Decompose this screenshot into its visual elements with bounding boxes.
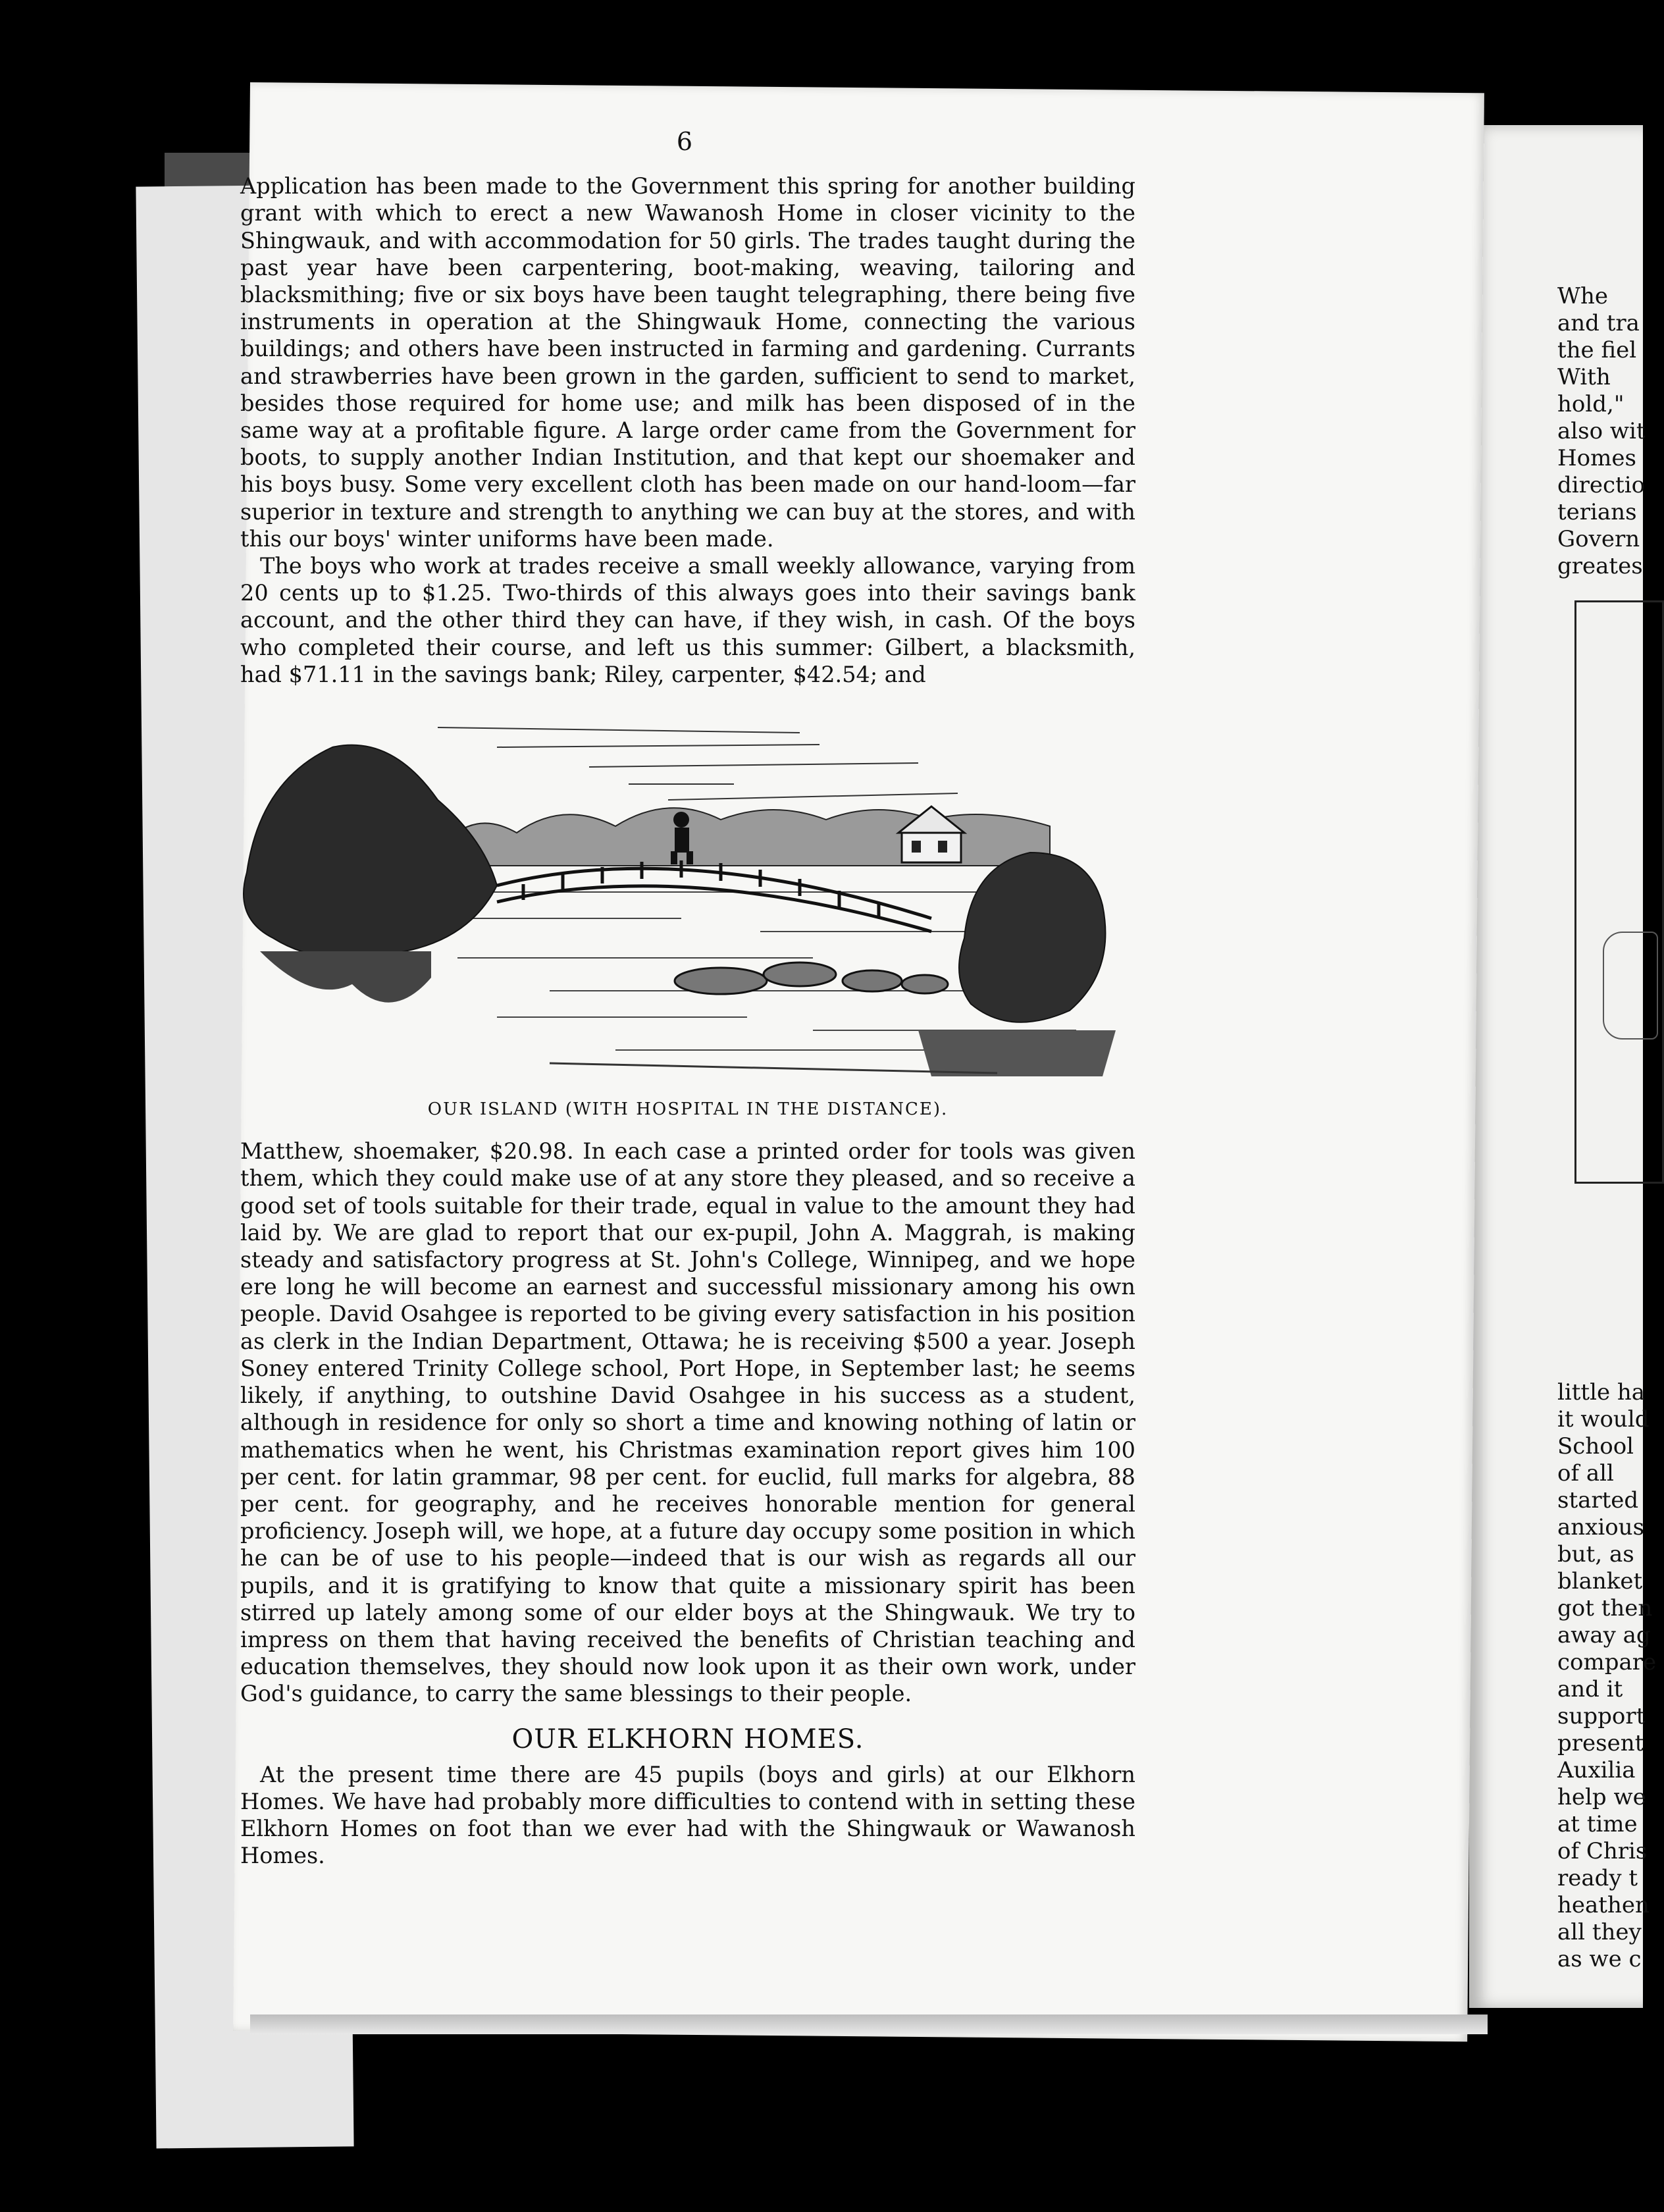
paragraph-pupils-progress: Matthew, shoemaker, $20.98. In each case a printed order for tools was given them, which they could make use of at any store they pleased, and so receive a good set of tools suitable for their trade, equal in value to the amount they had laid by. We are glad to report that our ex-pupil, John A. Maggrah, is making steady and satisfactory progress at St. John's College, Winnipeg, and we hope ere long he will become an earnest and successful missionary among his own people. David Osahgee is reported to be giving every satisfaction in his position as clerk in the Indian Department, Ottawa; he is receiving $500 a year. Joseph Soney entered Trinity College school, Port Hope, in September last; he seems likely, if anything, to outshine David Osahgee in his success as a student, although in residence for only so short a time and knowing nothing of latin or mathematics when he went, his Christmas examination report gives him 100 per cent. for latin grammar, 98 per cent. for euclid, full marks for algebra, 88 per cent. for geography, and he receives honorable mention for general proficiency. Joseph will, we hope, at a future day occupy some position in which he can be of use to his people—indeed that is our wish as regards all our pupils, and it is gratifying to know that quite a missionary spirit has been stirred up lately among some of our elder boys at the Shingwauk. We try to impress on them that having received the benefits of Christian teaching and education themselves, they should now look upon it as their own work, under God's guidance, to carry the same blessings to their people. (240, 1138, 1135, 1707)
paragraph-elkhorn: At the present time there are 45 pupils (boys and girls) at our Elkhorn Homes. We have had probably more difficulties to contend with in setting these Elkhorn Homes on foot than we ever had with the Shingwauk or Wawanosh Homes. (240, 1761, 1135, 1869)
right-neighbor-page (1469, 125, 1657, 2008)
section-heading-elkhorn: OUR ELKHORN HOMES. (511, 1724, 864, 1754)
right-page-figure (1603, 932, 1658, 1040)
bridge (497, 860, 931, 932)
island-bridge-illustration (221, 721, 1129, 1090)
right-page-bottom-fragments: little ha it would School of all started anxious but, as blanket got then away ag compare and it support present Auxilia help we at time of Chris ready t heathen all they as we c (1557, 1379, 1657, 1972)
page-bottom-edge (250, 2014, 1488, 2034)
right-page-top-fragments: Whe and tra the fiel With hold," also wit Homes directio terians Govern greates (1557, 283, 1646, 579)
page-text (240, 128, 1135, 1870)
illustration-caption: OUR ISLAND (WITH HOSPITAL IN THE DISTANCE). (427, 1099, 949, 1120)
paragraph-trades: Application has been made to the Government this spring for another building grant with which to erect a new Wawanosh Home in closer vicinity to the Shingwauk, and with accommodation for 50 girls. The trades taught during the past year have been carpentering, boot-making, weaving, tailoring and blacksmithing; five or six boys have been taught telegraphing, there being five instruments in operation at the Shingwauk Home, connecting the various buildings; and others have been instructed in farming and gardening. Currants and strawberries have been grown in the garden, sufficient to send to market, besides those required for home use; and milk has been disposed of in the same way at a profitable figure. A large order came from the Government for boots, to supply another Indian Institution, and that kept our shoemaker and his boys busy. Some very excellent cloth has been made on our hand-loom—far superior in texture and strength to anything we can buy at the stores, and with this our boys' winter uniforms have been made. (240, 173, 1135, 552)
page-number: 6 (676, 127, 693, 156)
paragraph-allowance: The boys who work at trades receive a small weekly allowance, varying from 20 cents up to $1.25. Two-thirds of this always goes into their savings bank account, and the other third they can have, if they wish, in cash. Of the boys who completed their course, and left us this summer: Gilbert, a blacksmith, had $71.11 in the savings bank; Riley, carpenter, $42.54; and (240, 553, 1135, 687)
right-page-illustration-frame (1574, 600, 1664, 1184)
